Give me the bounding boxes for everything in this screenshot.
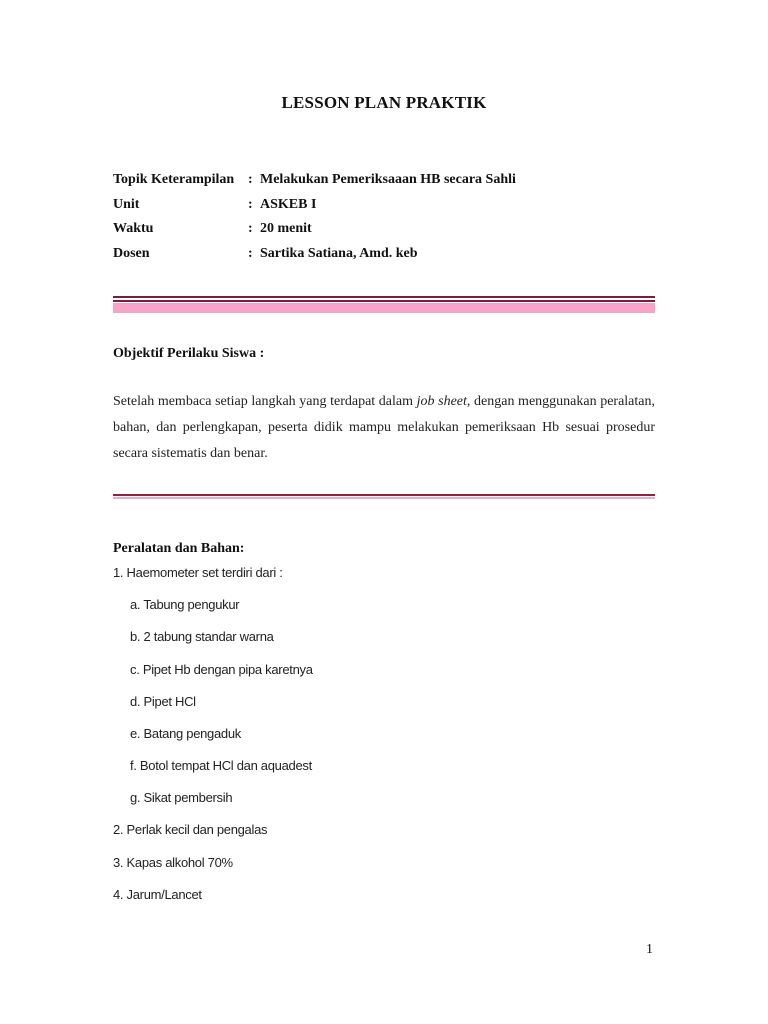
list-item: 4. Jarum/Lancet [113,887,202,902]
list-item: f. Botol tempat HCl dan aquadest [130,758,312,773]
list-item: 1. Haemometer set terdiri dari : [113,565,283,580]
info-label: Topik Keterampilan [113,172,235,187]
objective-italic-term: job sheet [416,394,467,409]
info-label: Waktu [113,221,154,236]
info-value: 20 menit [260,221,312,236]
pink-divider [113,296,655,313]
objective-heading: Objektif Perilaku Siswa : [113,346,265,361]
info-colon: : [248,246,253,261]
info-value: Sartika Satiana, Amd. keb [260,246,418,261]
section-divider [113,494,655,499]
info-colon: : [248,197,253,212]
info-value: Melakukan Pemeriksaaan HB secara Sahli [260,172,516,187]
info-value: ASKEB I [260,197,317,212]
list-item: b. 2 tabung standar warna [130,629,274,644]
page-title: LESSON PLAN PRAKTIK [281,93,487,112]
list-item: g. Sikat pembersih [130,790,233,805]
info-colon: : [248,221,253,236]
list-item: c. Pipet Hb dengan pipa karetnya [130,662,313,677]
objective-text: Setelah membaca setiap langkah yang terdapat dalam [113,394,417,409]
materials-heading: Peralatan dan Bahan: [113,541,245,556]
list-item: a. Tabung pengukur [130,597,240,612]
objective-text: , dengan menggunakan peralatan, bahan, dan perlengkapan, peserta didik mampu melakukan pemeriksaan Hb sesuai prosedur secara sistematis dan benar. [113,394,656,461]
objective-paragraph [113,389,655,467]
info-label: Dosen [113,246,150,261]
list-item: 2. Perlak kecil dan pengalas [113,822,268,837]
list-item: 3. Kapas alkohol 70% [113,855,233,870]
list-item: e. Batang pengaduk [130,726,241,741]
info-label: Unit [113,197,140,212]
page-number: 1 [646,942,653,957]
info-colon: : [248,172,253,187]
list-item: d. Pipet HCl [130,694,196,709]
